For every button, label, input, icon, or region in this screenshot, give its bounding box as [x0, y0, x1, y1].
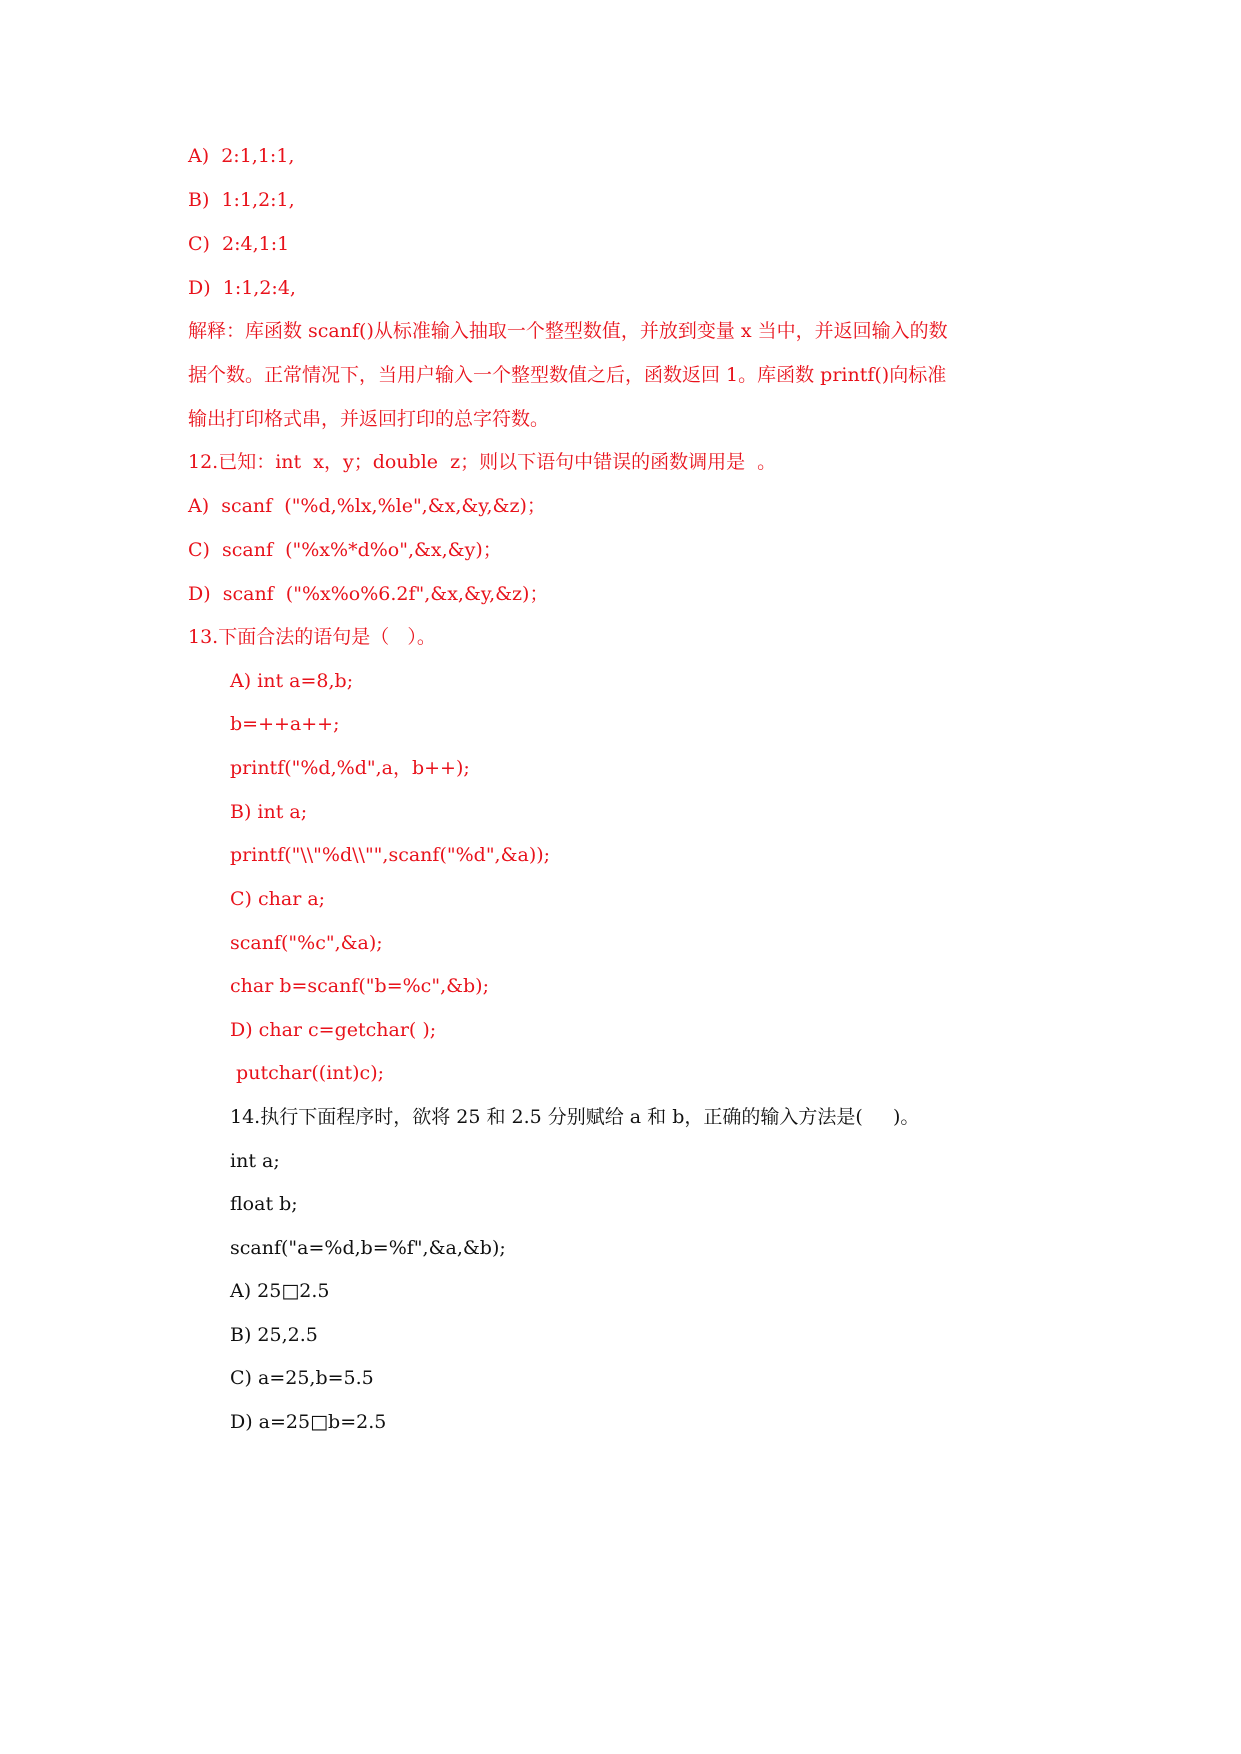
q13-line-2: b=++a++;: [230, 713, 340, 735]
q11-option-b: B) 1:1,2:1,: [188, 189, 295, 211]
q14-option-d: D) a=25□b=2.5: [230, 1411, 387, 1433]
q12-option-d: D) scanf ("%x%o%6.2f",&x,&y,&z)；: [188, 583, 549, 605]
q13-line-5: printf("\\"%d\\"",scanf("%d",&a));: [230, 844, 551, 866]
q11-explanation-line-1: 解释：库函数 scanf()从标准输入抽取一个整型数值，并放到变量 x 当中，并返回输入的数: [188, 320, 948, 342]
q13-question: 13.下面合法的语句是（ ）。: [188, 626, 436, 648]
q12-option-a: A) scanf ("%d,%lx,%le",&x,&y,&z)；: [188, 495, 546, 517]
q13-line-8: char b=scanf("b=%c",&b);: [230, 975, 489, 997]
q14-line-1: int a;: [230, 1150, 280, 1172]
q13-line-9: D) char c=getchar( );: [230, 1019, 437, 1041]
q12-option-c: C) scanf ("%x%*d%o",&x,&y)；: [188, 539, 502, 561]
q13-line-3: printf("%d,%d",a，b++);: [230, 757, 470, 779]
q11-option-c: C) 2:4,1:1: [188, 233, 290, 255]
q13-line-10: putchar((int)c);: [230, 1062, 385, 1084]
q11-option-d: D) 1:1,2:4,: [188, 277, 296, 299]
q11-explanation-line-3: 输出打印格式串，并返回打印的总字符数。: [188, 408, 550, 430]
q12-question: 12.已知：int x，y；double z；则以下语句中错误的函数调用是 。: [188, 451, 777, 473]
q14-line-2: float b;: [230, 1193, 298, 1215]
q11-option-a: A) 2:1,1:1,: [188, 145, 295, 167]
q14-option-b: B) 25,2.5: [230, 1324, 318, 1346]
q14-option-c: C) a=25,b=5.5: [230, 1367, 374, 1389]
q13-line-1: A) int a=8,b;: [230, 670, 354, 692]
q13-line-4: B) int a;: [230, 801, 308, 823]
q14-line-3: scanf("a=%d,b=%f",&a,&b);: [230, 1237, 506, 1259]
q13-line-6: C) char a;: [230, 888, 326, 910]
q14-option-a: A) 25□2.5: [230, 1280, 330, 1302]
q13-line-7: scanf("%c",&a);: [230, 932, 383, 954]
q14-question: 14.执行下面程序时，欲将 25 和 2.5 分别赋给 a 和 b，正确的输入方法是( )。: [230, 1106, 920, 1128]
q11-explanation-line-2: 据个数。正常情况下，当用户输入一个整型数值之后，函数返回 1。库函数 printf()向标准: [188, 364, 947, 386]
